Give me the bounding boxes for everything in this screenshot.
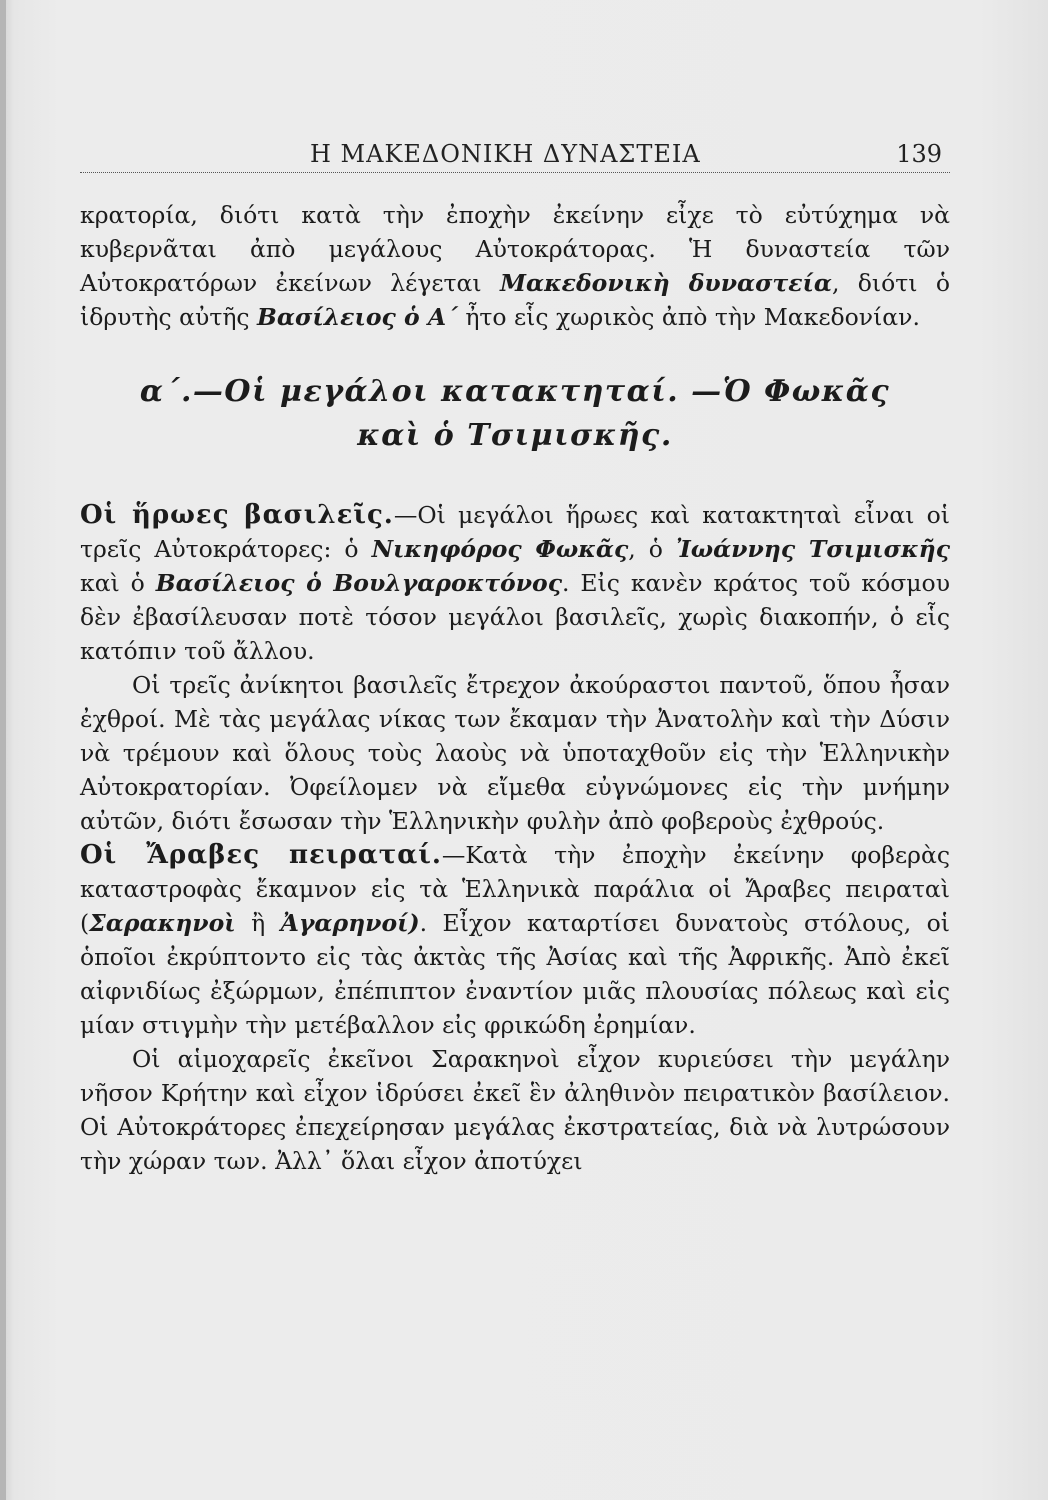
intro-emphasis-dynasty: Μακεδονικὴ δυναστεία bbox=[499, 269, 832, 297]
para1-emphasis-basil: Βασίλειος ὁ Βουλγαροκτόνος bbox=[155, 569, 563, 597]
para3-text-1: —Κατὰ τὴν ἐποχὴν ἐκείνην φοβερὰς καταστροφὰς ἔκαμνον εἰς τὰ Ἑλληνικὰ παράλια οἱ Ἄραβες πειραταὶ ( bbox=[80, 841, 950, 937]
para1-emphasis-phokas: Νικηφόρος Φωκᾶς bbox=[371, 535, 629, 563]
paragraph-heroes bbox=[80, 498, 950, 668]
para1-text-1: —Οἱ μεγάλοι ἥρωες καὶ κατακτηταὶ εἶναι οἱ τρεῖς Αὐτοκράτορες: ὁ bbox=[80, 501, 950, 563]
side-title-heroes: Οἱ ἥρωες βασιλεῖς. bbox=[80, 500, 394, 530]
page-number: 139 bbox=[896, 140, 942, 168]
section-heading-line-1: α΄.—Οἱ μεγάλοι κατακτηταί. —Ὁ Φωκᾶς bbox=[139, 374, 891, 409]
intro-text-1: κρατορία, διότι κατὰ τὴν ἐποχὴν ἐκείνην εἶχε τὸ εὐτύχημα νὰ κυβερνᾶται ἀπὸ μεγάλους Αὐτοκράτορας. Ἡ δυναστεία τῶν Αὐτοκρατόρων ἐκείνων λέγεται bbox=[80, 201, 950, 297]
intro-text-2: , διότι ὁ ἱδρυτὴς αὐτῆς bbox=[80, 269, 950, 331]
section-heading-line-2: καὶ ὁ Τσιμισκῆς. bbox=[357, 418, 673, 453]
header-rule bbox=[80, 172, 950, 173]
intro-text-3: ἦτο εἷς χωρικὸς ἀπὸ τὴν Μακεδονίαν. bbox=[457, 303, 920, 331]
side-title-pirates: Οἱ Ἄραβες πειραταί. bbox=[80, 840, 442, 870]
section-heading bbox=[80, 370, 950, 458]
para1-text-4: . Εἰς κανὲν κράτος τοῦ κόσμου δὲν ἐβασίλευσαν ποτὲ τόσον μεγάλοι βασιλεῖς, χωρὶς διακοπήν, ὁ εἷς κατόπιν τοῦ ἄλλου. bbox=[80, 569, 950, 665]
para1-text-2: , ὁ bbox=[628, 535, 676, 563]
para3-text-3: . Εἶχον καταρτίσει δυνατοὺς στόλους, οἱ ὁποῖοι ἐκρύπτοντο εἰς τὰς ἀκτὰς τῆς Ἀσίας καὶ τῆς Ἀφρικῆς. Ἀπὸ ἐκεῖ αἰφνιδίως ἐξώρμων, ἐπέπιπτον ἐναντίον μιᾶς πλουσίας πόλεως καὶ εἰς μίαν στιγμὴν τὴν μετέβαλλον εἰς φρικώδη ἐρημίαν. bbox=[80, 909, 950, 1039]
intro-emphasis-basil: Βασίλειος ὁ Α΄ bbox=[257, 303, 458, 331]
para1-emphasis-tzimiskes: Ἰωάννης Τσιμισκῆς bbox=[675, 535, 951, 563]
paragraph-invincible: Οἱ τρεῖς ἀνίκητοι βασιλεῖς ἔτρεχον ἀκούραστοι παντοῦ, ὅπου ἦσαν ἐχθροί. Μὲ τὰς μεγάλας νίκας των ἔκαμαν τὴν Ἀνατολὴν καὶ τὴν Δύσιν νὰ τρέμουν καὶ ὅλους τοὺς λαοὺς νὰ ὑποταχθοῦν εἰς τὴν Ἑλληνικὴν Αὐτοκρατορίαν. Ὀφείλομεν νὰ εἴμεθα εὐγνώμονες εἰς τὴν μνήμην αὐτῶν, διότι ἔσωσαν τὴν Ἑλληνικὴν φυλὴν ἀπὸ φοβεροὺς ἐχθρούς. bbox=[80, 671, 950, 835]
running-head-title: Η ΜΑΚΕΔΟΝΙΚΗ ΔΥΝΑΣΤΕΙΑ bbox=[310, 140, 701, 168]
para3-emphasis-saracens: Σαρακηνοὶ bbox=[89, 909, 236, 937]
paragraph-pirates bbox=[80, 838, 950, 1042]
running-head bbox=[80, 138, 950, 178]
body-text bbox=[80, 198, 950, 1178]
paragraph-crete: Οἱ αἱμοχαρεῖς ἐκεῖνοι Σαρακηνοὶ εἶχον κυριεύσει τὴν μεγάλην νῆσον Κρήτην καὶ εἶχον ἱδρύσει ἐκεῖ ἓν ἀληθινὸν πειρατικὸν βασίλειον. Οἱ Αὐτοκράτορες ἐπεχείρησαν μεγάλας ἐκστρατείας, διὰ νὰ λυτρώσουν τὴν χώραν των. Ἀλλ᾿ ὅλαι εἶχον ἀποτύχει bbox=[80, 1045, 950, 1175]
page-spine-shadow bbox=[0, 0, 6, 1500]
intro-paragraph bbox=[80, 198, 950, 334]
para3-emphasis-agarenes: Ἀγαρηνοί) bbox=[280, 909, 420, 937]
para1-text-3: καὶ ὁ bbox=[80, 569, 156, 597]
para3-text-2: ἢ bbox=[235, 909, 281, 937]
